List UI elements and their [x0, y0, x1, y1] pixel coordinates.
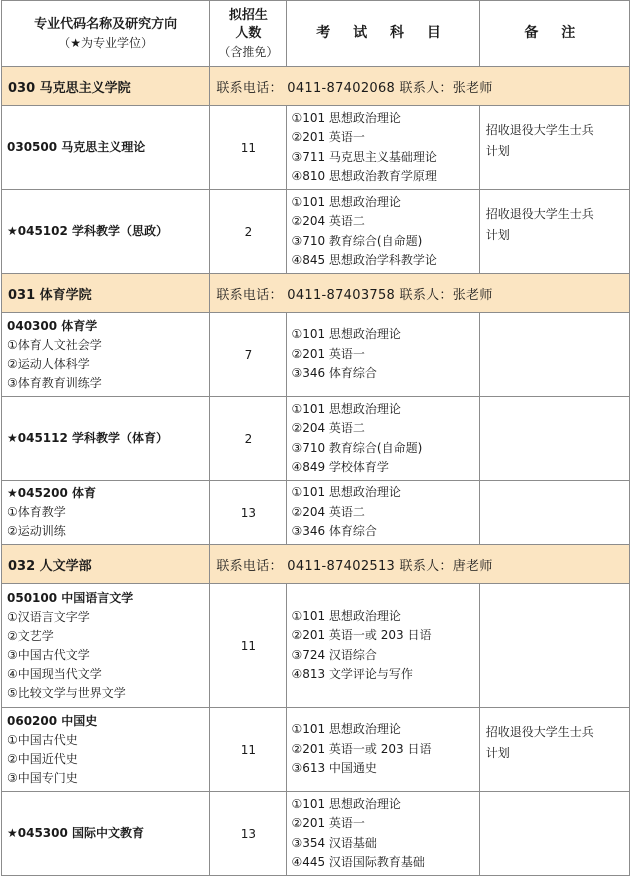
header-major-note: （★为专业学位） [58, 35, 154, 50]
enrollment-count: 13 [210, 792, 287, 876]
admissions-table [1, 0, 630, 876]
exam-subject: ②201 英语一 [291, 346, 365, 361]
remarks-cell [479, 481, 629, 545]
remark-text: 招收退役大学生士兵 [485, 123, 594, 137]
major-name-cell [2, 106, 210, 190]
enrollment-count: 11 [210, 584, 287, 708]
major-title: ★045200 体育 [7, 486, 97, 500]
major-direction: ②中国近代史 [7, 751, 78, 766]
exam-subject: ③724 汉语综合 [291, 647, 377, 662]
remark-text: 计划 [485, 144, 510, 158]
major-direction: ③中国专门史 [7, 770, 78, 785]
exam-subject: ②204 英语二 [291, 214, 365, 228]
exam-subject: ③710 教育综合(自命题) [291, 440, 423, 455]
school-row [2, 67, 630, 106]
major-title: 030500 马克思主义理论 [7, 140, 146, 154]
exam-subject: ①101 思想政治理论 [291, 722, 401, 737]
remarks-cell [479, 584, 629, 708]
major-title: 050100 中国语言文学 [7, 590, 134, 605]
major-direction: ①中国古代史 [7, 732, 78, 747]
major-name-cell [2, 481, 210, 545]
remarks-cell [479, 708, 629, 792]
school-name: 032 人文学部 [2, 545, 210, 584]
exam-subject: ①101 思想政治理论 [291, 401, 401, 416]
exam-subject: ②204 英语二 [291, 421, 365, 435]
exam-subject: ②201 英语一 [291, 816, 365, 830]
table-body [2, 67, 630, 876]
major-title: ★045112 学科教学（体育） [7, 431, 169, 445]
exam-subject: ③710 教育综合(自命题) [291, 233, 423, 248]
major-row [2, 397, 630, 481]
remark-text: 计划 [485, 746, 510, 760]
enrollment-count: 11 [210, 106, 287, 190]
remarks-cell [479, 792, 629, 876]
exam-subject: ①101 思想政治理论 [291, 608, 401, 623]
major-row [2, 584, 630, 708]
header-count-line2: 人数 [235, 25, 262, 41]
major-direction: ①体育人文社会学 [7, 337, 102, 352]
exam-subject: ③711 马克思主义基础理论 [291, 149, 437, 164]
remarks-cell [479, 190, 629, 274]
header-remarks-label: 备 注 [524, 25, 585, 41]
exam-subjects-cell [287, 481, 479, 545]
exam-subject: ①101 思想政治理论 [291, 194, 401, 209]
header-count-note: （含推免） [218, 44, 279, 59]
exam-subject: ④849 学校体育学 [291, 460, 389, 474]
major-name-cell [2, 584, 210, 708]
exam-subjects-cell [287, 792, 479, 876]
major-direction: ②运动训练 [7, 524, 66, 538]
exam-subject: ②201 英语一或 203 日语 [291, 628, 432, 642]
exam-subject: ②201 英语一 [291, 130, 365, 144]
major-row [2, 792, 630, 876]
header-remarks [479, 1, 629, 67]
major-direction: ②文艺学 [7, 628, 54, 643]
exam-subjects-cell [287, 106, 479, 190]
major-title: 040300 体育学 [7, 318, 98, 333]
major-row [2, 313, 630, 397]
exam-subjects-cell [287, 584, 479, 708]
exam-subjects-cell [287, 313, 479, 397]
major-name-cell [2, 190, 210, 274]
major-row [2, 190, 630, 274]
exam-subject: ③346 体育综合 [291, 366, 377, 381]
enrollment-count: 13 [210, 481, 287, 545]
major-direction: ①体育教学 [7, 505, 66, 519]
remark-text: 招收退役大学生士兵 [485, 207, 594, 221]
header-count [210, 1, 287, 67]
remarks-cell [479, 313, 629, 397]
exam-subject: ③613 中国通史 [291, 761, 377, 776]
major-name-cell [2, 313, 210, 397]
exam-subject: ①101 思想政治理论 [291, 110, 401, 125]
exam-subject: ①101 思想政治理论 [291, 327, 401, 342]
major-name-cell [2, 708, 210, 792]
school-contact: 联系电话： 0411-87402068 联系人：张老师 [210, 67, 630, 106]
enrollment-count: 2 [210, 397, 287, 481]
exam-subjects-cell [287, 708, 479, 792]
school-name: 030 马克思主义学院 [2, 67, 210, 106]
table-header-row [2, 1, 630, 67]
exam-subject: ①101 思想政治理论 [291, 796, 401, 811]
school-row [2, 274, 630, 313]
school-name: 031 体育学院 [2, 274, 210, 313]
major-direction: ①汉语言文字学 [7, 609, 90, 624]
exam-subject: ④445 汉语国际教育基础 [291, 855, 425, 869]
exam-subjects-cell [287, 190, 479, 274]
school-row [2, 545, 630, 584]
major-row [2, 481, 630, 545]
major-direction: ②运动人体科学 [7, 356, 90, 371]
enrollment-count: 2 [210, 190, 287, 274]
major-title: ★045300 国际中文教育 [7, 826, 145, 840]
major-title: 060200 中国史 [7, 713, 98, 728]
major-name-cell [2, 397, 210, 481]
enrollment-count: 11 [210, 708, 287, 792]
exam-subject: ③346 体育综合 [291, 524, 377, 539]
major-name-cell [2, 792, 210, 876]
exam-subject: ①101 思想政治理论 [291, 485, 401, 500]
major-row [2, 106, 630, 190]
header-count-line1: 拟招生 [228, 7, 268, 23]
exam-subject: ②204 英语二 [291, 504, 365, 519]
exam-subject: ④810 思想政治教育学原理 [291, 169, 437, 183]
school-contact: 联系电话： 0411-87402513 联系人：唐老师 [210, 545, 630, 584]
exam-subject: ③354 汉语基础 [291, 835, 377, 850]
enrollment-count: 7 [210, 313, 287, 397]
major-direction: ⑤比较文学与世界文学 [7, 685, 126, 700]
major-direction: ③体育教育训练学 [7, 375, 102, 390]
remark-text: 计划 [485, 228, 510, 242]
exam-subject: ④845 思想政治学科教学论 [291, 253, 437, 267]
major-direction: ③中国古代文学 [7, 647, 90, 662]
remarks-cell [479, 397, 629, 481]
exam-subject: ④813 文学评论与写作 [291, 667, 413, 681]
exam-subject: ②201 英语一或 203 日语 [291, 741, 432, 756]
remark-text: 招收退役大学生士兵 [485, 725, 594, 739]
header-major [2, 1, 210, 67]
header-major-title: 专业代码名称及研究方向 [34, 16, 178, 32]
remarks-cell [479, 106, 629, 190]
major-title: ★045102 学科教学（思政） [7, 224, 169, 238]
major-row [2, 708, 630, 792]
header-exams [287, 1, 479, 67]
exam-subjects-cell [287, 397, 479, 481]
header-exams-label: 考 试 科 目 [316, 25, 450, 41]
major-direction: ④中国现当代文学 [7, 666, 102, 681]
school-contact: 联系电话： 0411-87403758 联系人：张老师 [210, 274, 630, 313]
